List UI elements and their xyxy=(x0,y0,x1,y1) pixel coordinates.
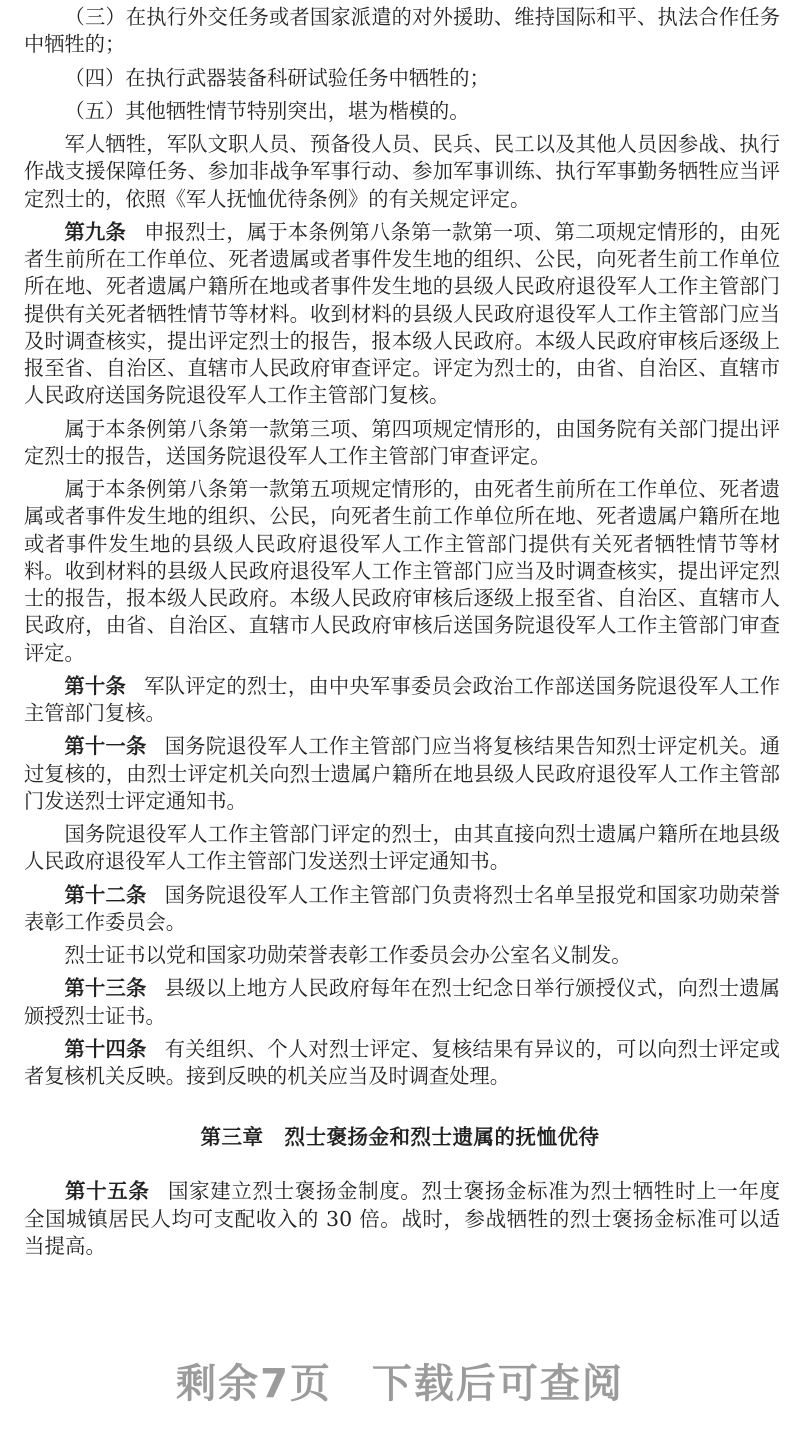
article-text: 军队评定的烈士，由中央军事委员会政治工作部送国务院退役军人工作主管部门复核。 xyxy=(24,673,780,725)
paragraph: 属于本条例第八条第一款第三项、第四项规定情形的，由国务院有关部门提出评定烈士的报告，送国务院退役军人工作主管部门审查评定。 xyxy=(24,416,780,468)
article-9 xyxy=(24,219,780,410)
paragraph: （五）其他牺牲情节特别突出，堪为楷模的。 xyxy=(64,98,470,123)
article-heading: 第九条 xyxy=(64,219,127,244)
article-heading: 第十一条 xyxy=(64,734,147,759)
paragraph: （四）在执行武器装备科研试验任务中牺牲的； xyxy=(64,65,490,90)
article-text: 国务院退役军人工作主管部门应当将复核结果告知烈士评定机关。通过复核的，由烈士评定机关向烈士遗属户籍所在地县级人民政府退役军人工作主管部门发送烈士评定通知书。 xyxy=(24,734,780,813)
article-text: 国务院退役军人工作主管部门负责将烈士名单呈报党和国家功勋荣誉表彰工作委员会。 xyxy=(24,882,780,934)
article-10 xyxy=(24,673,780,728)
article-text: 国家建立烈士褒扬金制度。烈士褒扬金标准为烈士牺牲时上一年度全国城镇居民人均可支配收入的 30 倍。战时，参战牺牲的烈士褒扬金标准可以适当提高。 xyxy=(24,1179,781,1259)
article-14 xyxy=(24,1036,780,1091)
chapter-title: 第三章 烈士褒扬金和烈士遗属的抚恤优待 xyxy=(200,1125,600,1149)
paragraph: 烈士证书以党和国家功勋荣誉表彰工作委员会办公室名义制发。 xyxy=(64,943,632,967)
paragraph: （三）在执行外交任务或者国家派遣的对外援助、维持国际和平、执法合作任务中牺牲的； xyxy=(24,5,780,57)
article-heading: 第十四条 xyxy=(64,1036,147,1061)
article-heading: 第十五条 xyxy=(65,1179,150,1203)
article-text: 县级以上地方人民政府每年在烈士纪念日举行颁授仪式，向烈士遗属颁授烈士证书。 xyxy=(24,976,780,1028)
article-heading: 第十条 xyxy=(64,673,127,698)
remaining-pages-label: 剩余7页 xyxy=(176,1361,332,1407)
remaining-pages-banner[interactable] xyxy=(0,1352,800,1409)
article-heading: 第十三条 xyxy=(64,976,147,1001)
paragraph: 国务院退役军人工作主管部门评定的烈士，由其直接向烈士遗属户籍所在地县级人民政府退役军人工作主管部门发送烈士评定通知书。 xyxy=(24,822,780,874)
paragraph: 属于本条例第八条第一款第五项规定情形的，由死者生前所在工作单位、死者遗属或者事件发生地的组织、公民，向死者生前工作单位所在地、死者遗属户籍所在地或者事件发生地的县级人民政府退役军人工作主管部门提供有关死者牺牲情节等材料。收到材料的县级人民政府退役军人工作主管部门应当及时调查核实，提出评定烈士的报告，报本级人民政府。本级人民政府审核后逐级上报至省、自治区、直辖市人民政府，由省、自治区、直辖市人民政府审核后送国务院退役军人工作主管部门审查评定。 xyxy=(24,477,780,665)
article-15 xyxy=(24,1178,780,1261)
download-to-read-label: 下载后可查阅 xyxy=(371,1361,624,1407)
document-body-continued xyxy=(24,1178,780,1261)
article-12 xyxy=(24,882,780,937)
paragraph: 军人牺牲，军队文职人员、预备役人员、民兵、民工以及其他人员因参战、执行作战支援保障任务、参加非战争军事行动、参加军事训练、执行军事勤务牺牲应当评定烈士的，依照《军人抚恤优待条例》的有关规定评定。 xyxy=(24,132,780,211)
article-text: 申报烈士，属于本条例第八条第一款第一项、第二项规定情形的，由死者生前所在工作单位、死者遗属或者事件发生地的组织、公民，向死者生前工作单位所在地、死者遗属户籍所在地或者事件发生地的县级人民政府退役军人工作主管部门提供有关死者牺牲情节等材料。收到材料的县级人民政府退役军人工作主管部门应当及时调查核实，提出评定烈士的报告，报本级人民政府。本级人民政府审核后逐级上报至省、自治区、直辖市人民政府审查评定。评定为烈士的，由省、自治区、直辖市人民政府送国务院退役军人工作主管部门复核。 xyxy=(24,219,780,408)
article-heading: 第十二条 xyxy=(64,882,147,907)
document-body xyxy=(24,4,780,1096)
article-11 xyxy=(24,733,780,815)
article-13 xyxy=(24,975,780,1030)
article-text: 有关组织、个人对烈士评定、复核结果有异议的，可以向烈士评定或者复核机关反映。接到反映的机关应当及时调查处理。 xyxy=(24,1036,780,1088)
